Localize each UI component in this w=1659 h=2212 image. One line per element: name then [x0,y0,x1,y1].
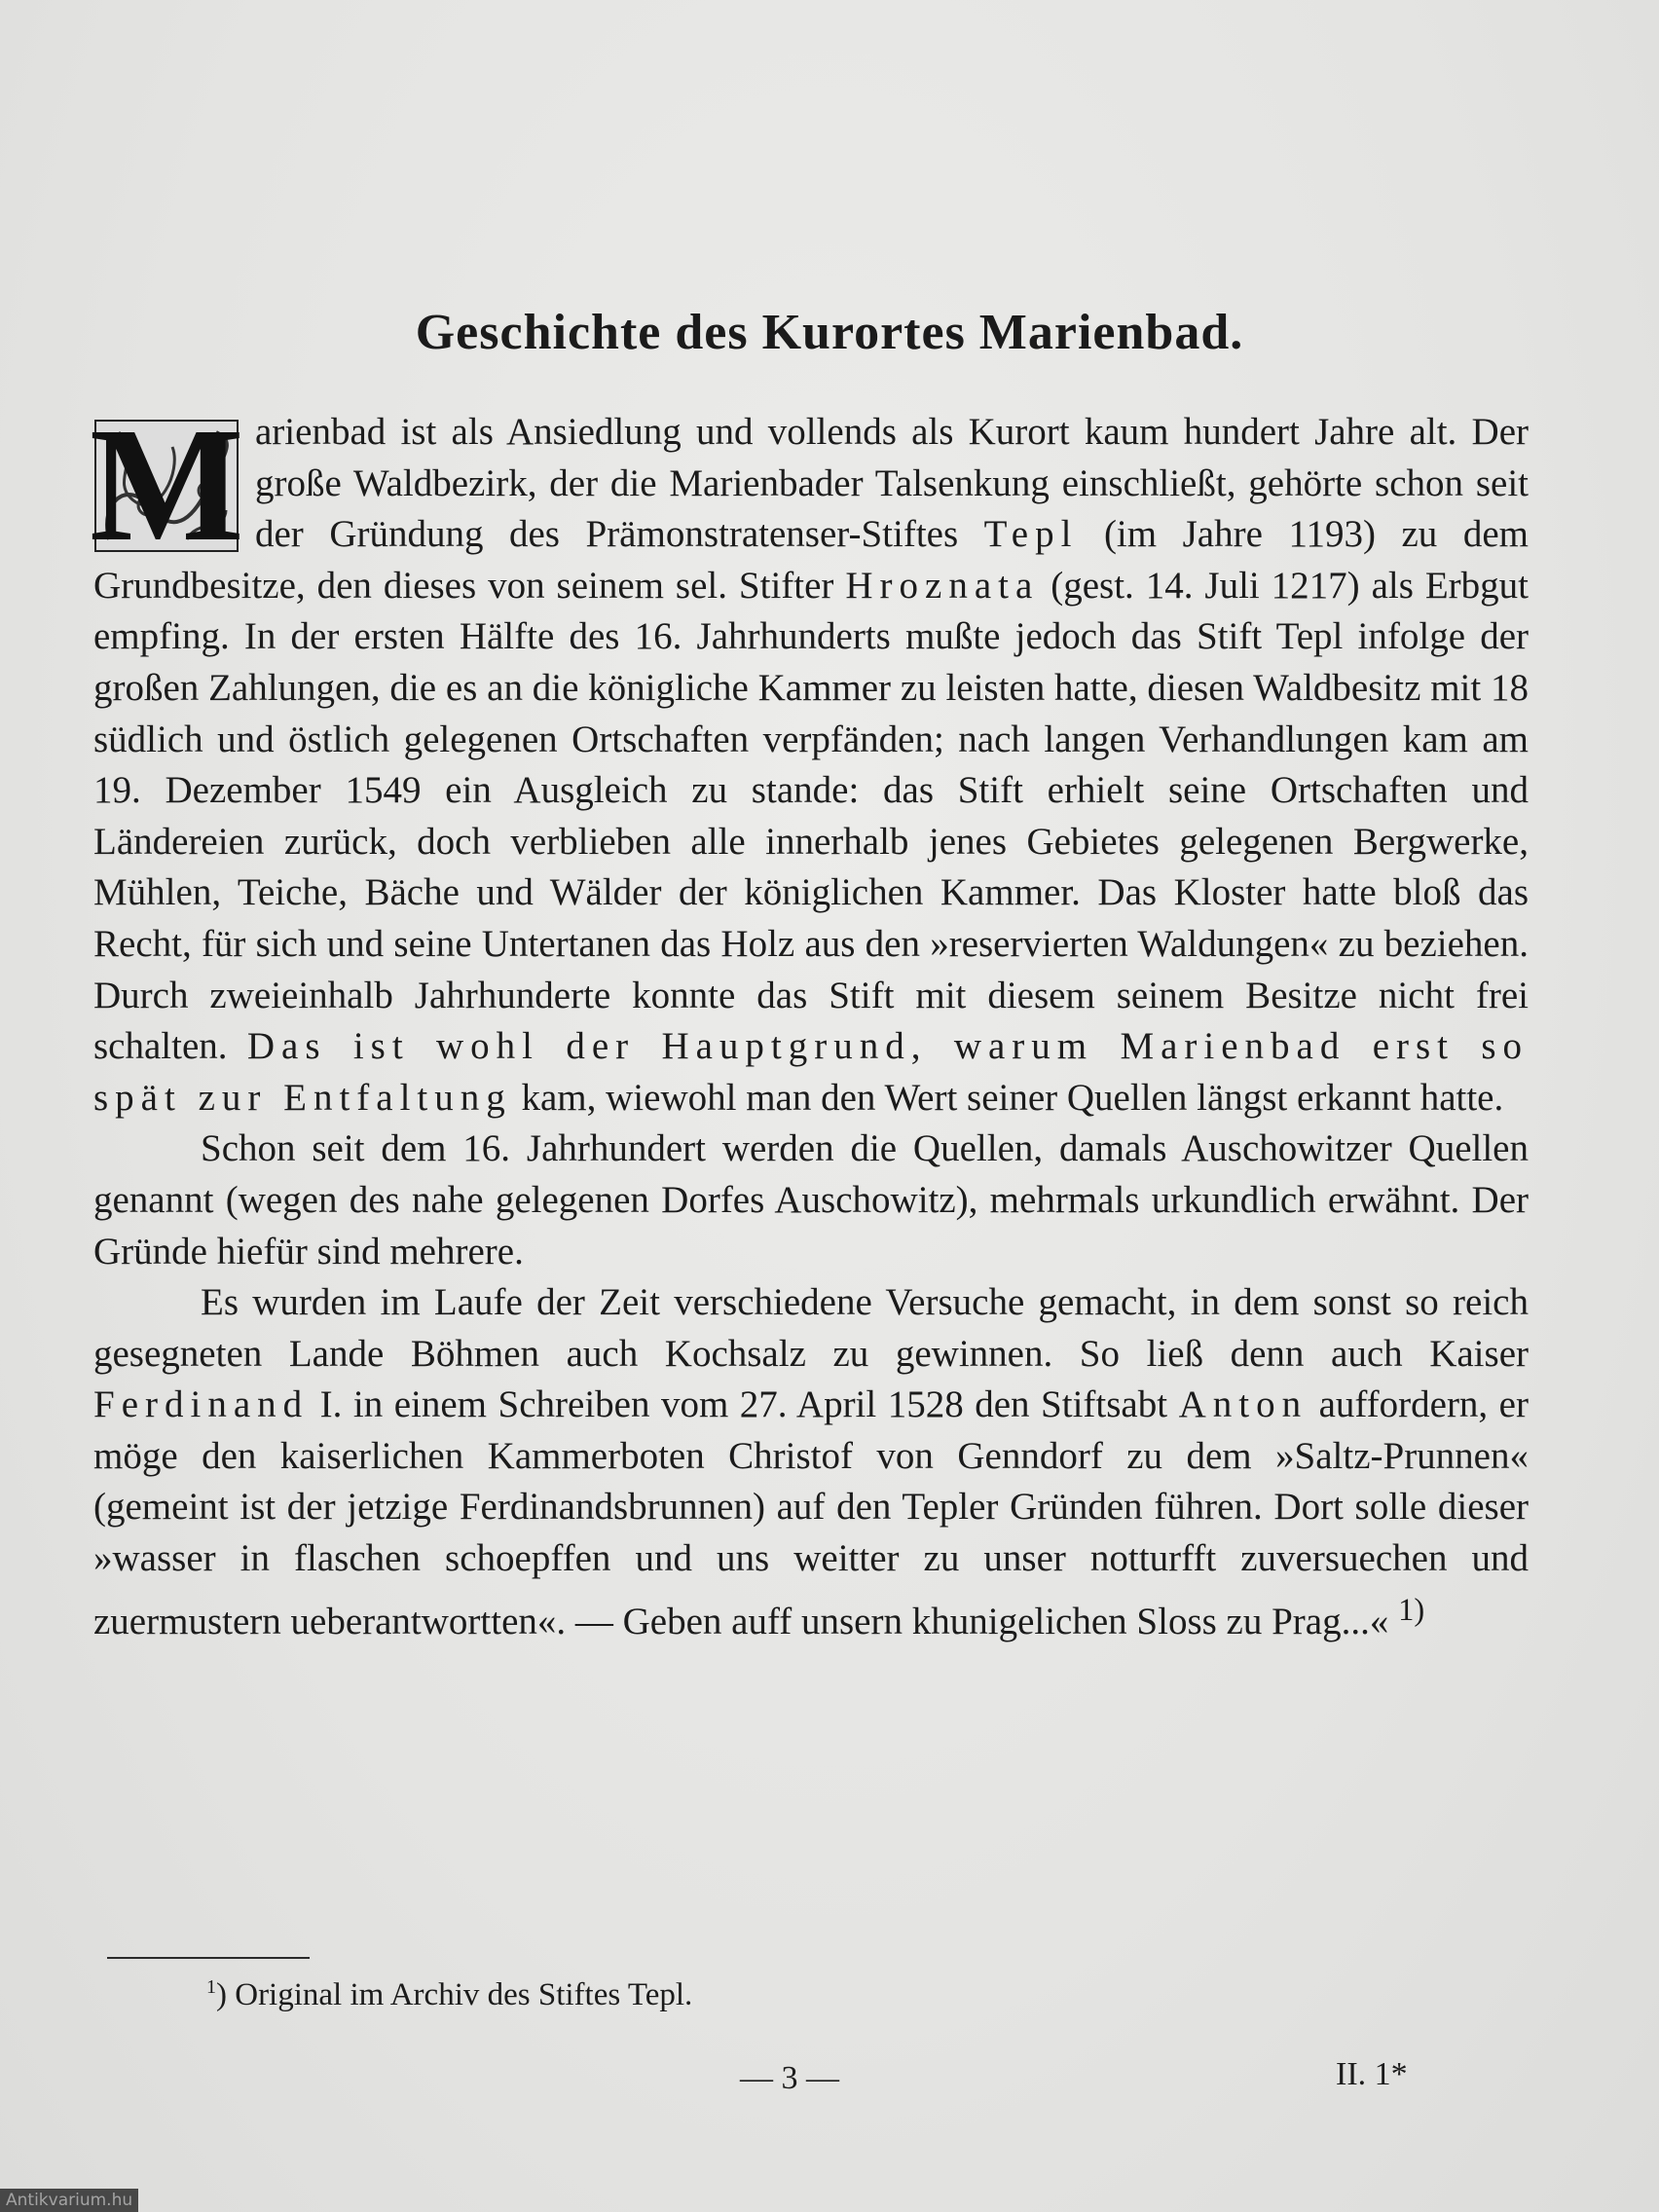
footnote-rule [107,1957,310,1959]
paragraph-1: M arienbad ist als Ansiedlung und vollends als Kurort kaum hundert Jahre alt. Der große Waldbezirk, der die Marienbader Talsenkung einschließt, gehörte schon seit der Gründung des Prämonstratenser-Stiftes Tepl (im Jahre 1193) zu dem Grundbesitze, den dieses von seinem sel. Stifter Hroznata (gest. 14. Juli 1217) als Erbgut empfing. In der ersten Hälfte des 16. Jahrhunderts mußte jedoch das Stift Tepl infolge der großen Zahlungen, die es an die königliche Kammer zu leisten hatte, diesen Waldbesitz mit 18 südlich und östlich gelegenen Ortschaften verpfänden; nach langen Verhandlungen kam am 19. Dezember 1549 ein Ausgleich zu stande: das Stift erhielt seine Ortschaften und Ländereien zurück, doch verblieben alle innerhalb jenes Gebietes gelegenen Bergwerke, Mühlen, Teiche, Bäche und Wälder der königlichen Kammer. Das Kloster hatte bloß das Recht, für sich und seine Untertanen das Holz aus den »reservierten Waldungen« zu beziehen. Durch zweieinhalb Jahrhunderte konnte das Stift mit diesem seinem Besitze nicht frei schalten. Das ist wohl der Hauptgrund, warum Marienbad erst so spät zur Entfaltung kam, wiewohl man den Wert seiner Quellen längst erkannt hatte. [90,394,1530,1119]
spaced-name-anton: Anton [1178,1383,1309,1426]
spaced-name-hroznata: Hroznata [845,564,1040,607]
paragraph-2: Schon seit dem 16. Jahrhundert werden die Quellen, damals Auschowitzer Quellen genannt (wegen des nahe gelegenen Dorfes Auschowitz), mehrmals urkundlich erwähnt. Der Gründe hiefür sind mehrere. [93,1127,1529,1272]
footnote-mark: 1 [206,1976,216,1998]
footnote-reference: 1) [1398,1592,1425,1628]
watermark: Antikvarium.hu [0,2189,138,2212]
page-title: Geschichte des Kurortes Marienbad. [415,305,1244,360]
footnote: $^1$) Original im Archiv des Stiftes Tepl. [206,1976,693,2012]
page-number: — 3 — [740,2060,839,2096]
spaced-name-ferdinand: Ferdinand [93,1383,310,1426]
spaced-name-tepl: Tepl [983,513,1079,556]
ornamental-initial-m [90,394,244,575]
spaced-emphasis: Das ist wohl der Hauptgrund, warum Marienbad erst so spät zur Entfaltung [93,1025,1530,1119]
main-text [90,394,1530,1647]
dropcap-letter: M [90,394,244,575]
paragraph-3: Es wurden im Laufe der Zeit verschiedene Versuche gemacht, in dem sonst so reich gesegneten Lande Böhmen auch Kochsalz zu gewinnen. So ließ denn auch Kaiser Ferdinand I. in einem Schreiben vom 27. April 1528 den Stiftsabt Anton auffordern, er möge den kaiserlichen Kammerboten Christof von Genndorf zu dem »Saltz-Prunnen« (gemeint ist der jetzige Ferdinandsbrunnen) auf den Tepler Gründen führen. Dort solle dieser »wasser in flaschen schoepffen und uns weitter zu unser notturfft zuversuechen und zuermustern ueberantwortten«. — Geben auff unsern khunigelichen Sloss zu Prag...« $^{1)}$ [93,1281,1529,1642]
signature-mark: II. 1* [1336,2056,1408,2092]
